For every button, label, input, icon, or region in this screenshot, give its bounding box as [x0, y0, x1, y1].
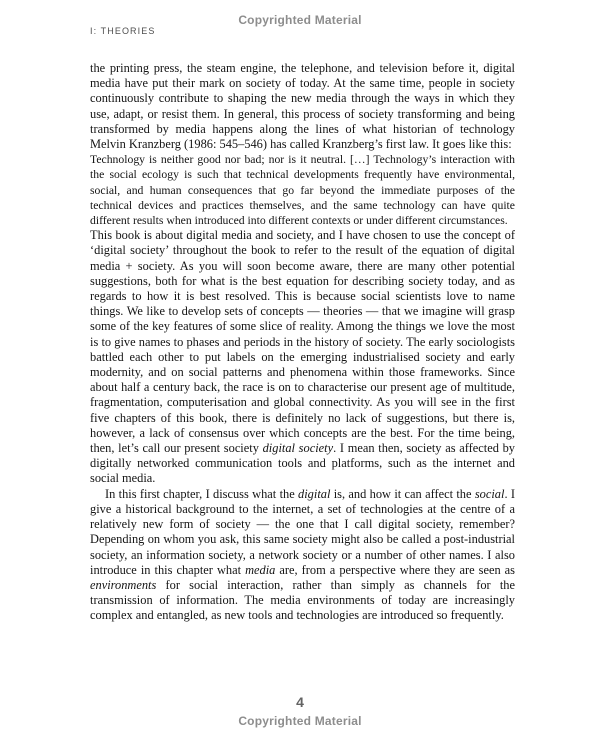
paragraph-chapter-overview: In this first chapter, I discuss what the digital is, and how it can affect the social. I give a historical background to the internet, a set of technologies at the centre of a relatively new form of society — the one that I call digital society, remember? Depending on whom you ask, this same society might also be called a post-industrial society, an information society, a network society or a number of other names. I also introduce in this chapter what media are, from a perspective where they are seen as environments for social interaction, rather than simply as channels for the transmission of information. The media environments of today are increasingly complex and entangled, as new tools and technologies are introduced so frequently. — [90, 486, 516, 623]
copyright-banner-top: Copyrighted Material — [238, 13, 362, 27]
running-header-section: I: THEORIES — [90, 26, 156, 36]
body-text-column — [90, 61, 515, 624]
copyright-banner-bottom: Copyrighted Material — [238, 714, 362, 728]
page-number: 4 — [296, 694, 304, 710]
paragraph-book-concept: This book is about digital media and society, and I have chosen to use the concept of ‘digital society’ throughout the book to refer to the result of the equation of digital media + society. As you will soon become aware, there are many other potential suggestions, both for what is the best equation for describing society today, and as regards to how it is best resolved. This is because social scientists love to name things. We like to develop sets of concepts — theories — that we imagine will grasp some of the key features of some slice of reality. Among the things we love the most is to give names to phases and periods in the history of society. The early sociologists battled each other to put labels on the emerging industrialised society and early modernity, and on social patterns and phenomena within those frameworks. Since about half a century back, the race is on to characterise our present age of multitude, fragmentation, computerisation and global connectivity. As you will see in the first five chapters of this book, there is definitely no lack of suggestions, but there is, however, a lack of consensus over which concepts are the best. For the time being, then, let’s call our present society digital society. I mean then, society as affected by digitally networked communication tools and platforms, such as the internet and social media. — [90, 228, 515, 486]
paragraph-intro: the printing press, the steam engine, the telephone, and television before it, digital media have put their mark on society of today. At the same time, people in society continuously contribute to shaping the new media through the ways in which they use, adapt, or resist them. In general, this process of society transforming and being transformed by media happens along the lines of what historian of technology Melvin Kranzberg (1986: 545–546) has called Kranzberg’s first law. It goes like this: — [90, 61, 515, 152]
block-quote-kranzberg: Technology is neither good nor bad; nor is it neutral. […] Technology’s interaction with the social ecology is such that technical developments frequently have environmental, social, and human consequences that go far beyond the immediate purposes of the technical devices and practices themselves, and the same technology can have quite different results when introduced into different contexts or under different circumstances. — [90, 153, 515, 228]
